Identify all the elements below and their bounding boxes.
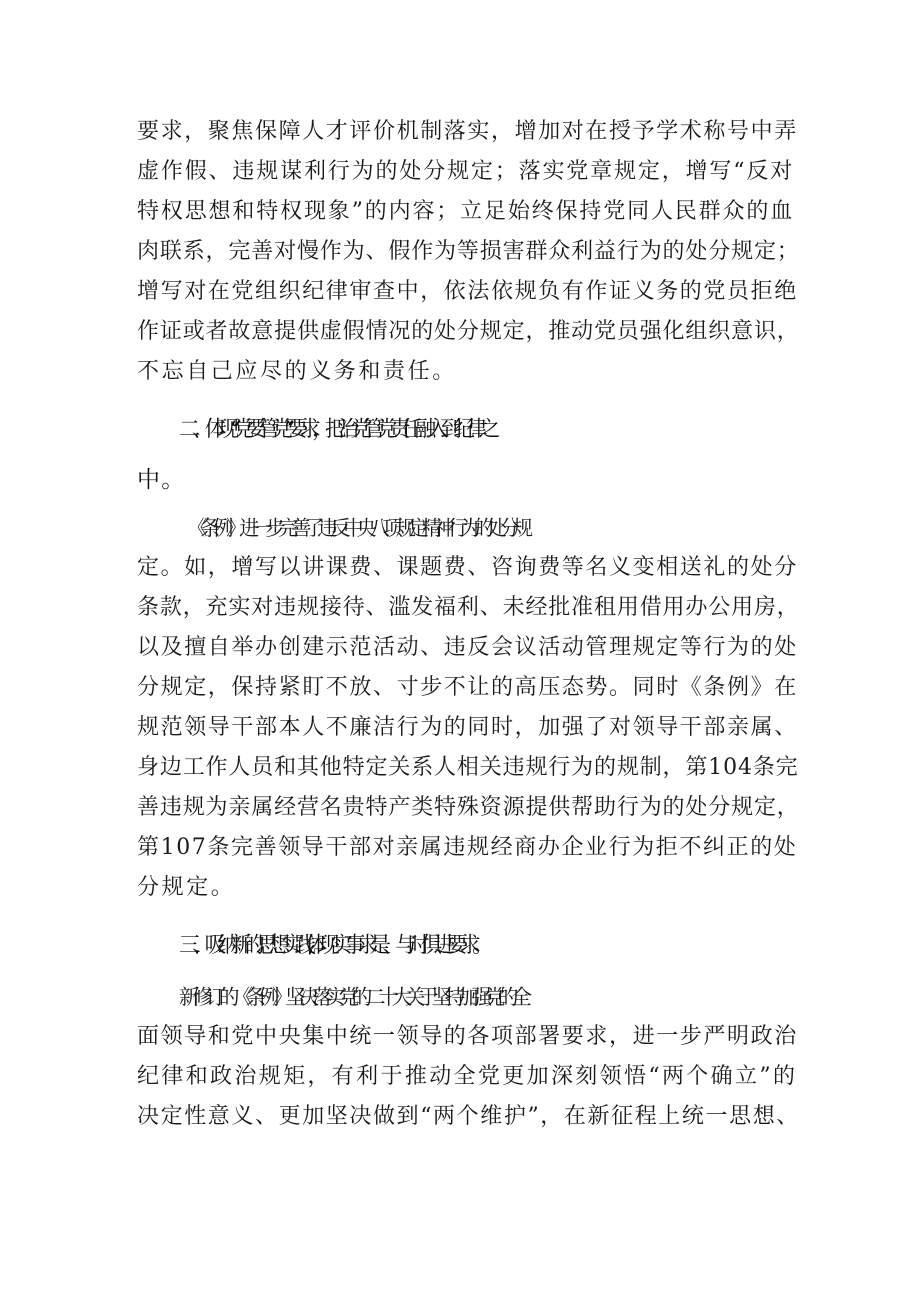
paragraph-2-line-10: 分规定。 — [137, 875, 236, 900]
paragraph-2-line-3: 条款，充实对违规接待、滥发福利、未经批准租用借用办公用房， — [137, 595, 800, 620]
paragraph-1-line-5: 增写对在党组织纪律审查中，依法依规负有作证义务的党员拒绝 — [137, 279, 798, 304]
section-heading-2-line-2: 中。 — [137, 467, 186, 493]
paragraph-2-line-7: 身边工作人员和其他特定关系人相关违规行为的规制，第104条完 — [137, 755, 799, 780]
paragraph-3-line-4: 决定性意义、更加坚决做到“两个维护”，在新征程上统一思想、 — [137, 1104, 800, 1129]
paragraph-3-line-3: 纪律和政治规矩，有利于推动全党更加深刻领悟“两个确立”的 — [137, 1064, 798, 1089]
paragraph-2-line-9: 第107条完善领导干部对亲属违规经商办企业行为拒不纠正的处 — [137, 835, 798, 860]
paragraph-1-line-7: 不忘自己应尽的义务和责任。 — [137, 359, 457, 384]
paragraph-2-line-2: 定。如，增写以讲课费、课题费、咨询费等名义变相送礼的处分 — [137, 555, 798, 580]
paragraph-3-line-1: 新修订的《条例》坚决落实党的二十大关于坚持加强党的全 — [179, 985, 525, 1009]
paragraph-2-line-8: 善违规为亲属经营名贵特产类特殊资源提供帮助行为的处分规定， — [137, 795, 800, 820]
paragraph-1-line-4: 肉联系，完善对慢作为、假作为等损害群众利益行为的处分规定； — [137, 239, 800, 264]
paragraph-2-line-4: 以及擅自举办创建示范活动、违反会议活动管理规定等行为的处 — [137, 635, 798, 660]
paragraph-1-line-6: 作证或者故意提供虚假情况的处分规定，推动党员强化组织意识， — [137, 319, 800, 344]
section-heading-3: 三、吸纳新的思想实践,体现实事求是、与时俱进要求。 — [179, 933, 485, 958]
paragraph-1-line-1: 要求，聚焦保障人才评价机制落实，增加对在授予学术称号中弄 — [137, 119, 798, 144]
paragraph-2-line-5: 分规定，保持紧盯不放、寸步不让的高压态势。同时《条例》在 — [137, 675, 798, 700]
section-heading-2-line-1: 二、体现“党要管党”要求，把治党管党责任融入到纪律之 — [179, 417, 492, 442]
paragraph-2-line-1: 《条例》进一步完善了违反中央八项规定精神行为的处分规 — [187, 516, 526, 540]
paragraph-1-line-2: 虚作假、违规谋利行为的处分规定；落实党章规定，增写“反对 — [137, 159, 795, 184]
paragraph-3-line-2: 面领导和党中央集中统一领导的各项部署要求，进一步严明政治 — [137, 1024, 798, 1049]
paragraph-2-line-6: 规范领导干部本人不廉洁行为的同时，加强了对领导干部亲属、 — [137, 715, 798, 740]
paragraph-1-line-3: 特权思想和特权现象”的内容；立足始终保持党同人民群众的血 — [137, 199, 795, 224]
